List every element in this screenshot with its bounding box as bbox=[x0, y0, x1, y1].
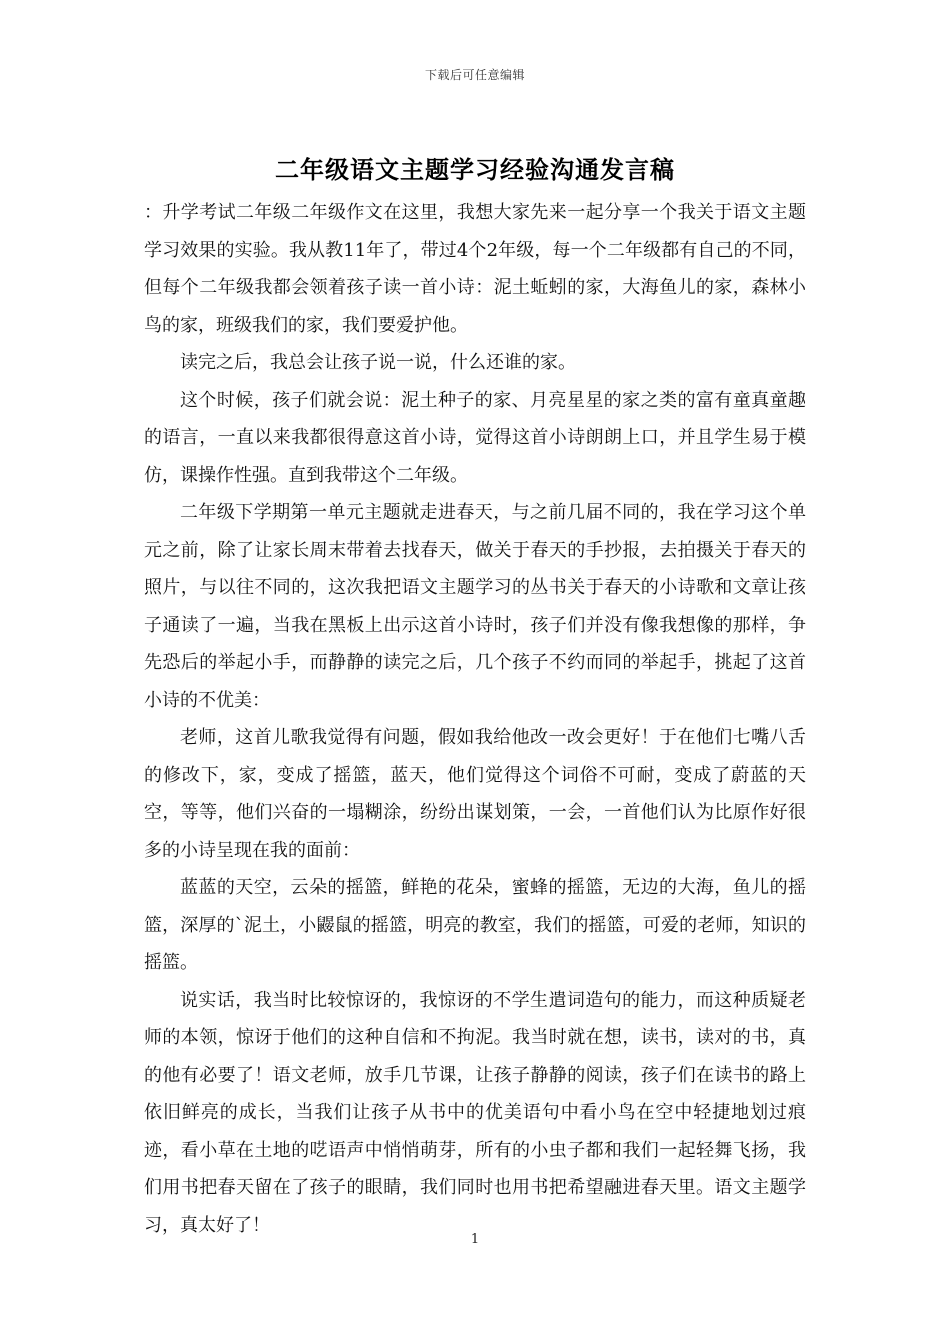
header-note: 下载后可任意编辑 bbox=[424, 68, 525, 82]
document-title: 二年级语文主题学习经验沟通发言稿 bbox=[275, 155, 675, 184]
page-number: 1 bbox=[470, 1232, 480, 1247]
paragraph-6: 蓝蓝的天空，云朵的摇篮，鲜艳的花朵，蜜蜂的摇篮，无边的大海，鱼儿的摇篮，深厚的`泥土，小鼹鼠的摇篮，明亮的教室，我们的摇篮，可爱的老师，知识的摇篮。 bbox=[144, 877, 806, 973]
document-body bbox=[144, 194, 806, 1244]
paragraph-5: 老师，这首儿歌我觉得有问题，假如我给他改一改会更好！于在他们七嘴八舌的修改下，家，变成了摇篮，蓝天，他们觉得这个词俗不可耐，变成了蔚蓝的天空，等等，他们兴奋的一塌糊涂，纷纷出谋划策，一会，一首他们认为比原作好很多的小诗呈现在我的面前： bbox=[144, 727, 806, 861]
paragraph-1: ：升学考试二年级二年级作文在这里，我想大家先来一起分享一个我关于语文主题学习效果的实验。我从教11年了，带过4个2年级，每一个二年级都有自己的不同，但每个二年级我都会领着孩子读一首小诗：泥土蚯蚓的家，大海鱼儿的家，森林小鸟的家，班级我们的家，我们要爱护他。 bbox=[144, 202, 806, 336]
paragraph-7: 说实话，我当时比较惊讶的，我惊讶的不学生遣词造句的能力，而这种质疑老师的本领，惊讶于他们的这种自信和不拘泥。我当时就在想，读书，读对的书，真的他有必要了！语文老师，放手几节课，让孩子静静的阅读，孩子们在读书的路上依旧鲜亮的成长，当我们让孩子从书中的优美语句中看小鸟在空中轻捷地划过痕迹，看小草在土地的呓语声中悄悄萌芽，所有的小虫子都和我们一起轻舞飞扬，我们用书把春天留在了孩子的眼睛，我们同时也用书把希望融进春天里。语文主题学习，真太好了！ bbox=[144, 989, 806, 1236]
paragraph-4: 二年级下学期第一单元主题就走进春天，与之前几届不同的，我在学习这个单元之前，除了让家长周末带着去找春天，做关于春天的手抄报，去拍摄关于春天的照片，与以往不同的，这次我把语文主题学习的丛书关于春天的小诗歌和文章让孩子通读了一遍，当我在黑板上出示这首小诗时，孩子们并没有像我想像的那样，争先恐后的举起小手，而静静的读完之后，几个孩子不约而同的举起手，挑起了这首小诗的不优美： bbox=[144, 502, 806, 711]
paragraph-3: 这个时候，孩子们就会说：泥土种子的家、月亮星星的家之类的富有童真童趣的语言，一直以来我都很得意这首小诗，觉得这首小诗朗朗上口，并且学生易于模仿，课操作性强。直到我带这个二年级。 bbox=[144, 389, 806, 486]
paragraph-2: 读完之后，我总会让孩子说一说，什么还谁的家。 bbox=[180, 352, 576, 373]
